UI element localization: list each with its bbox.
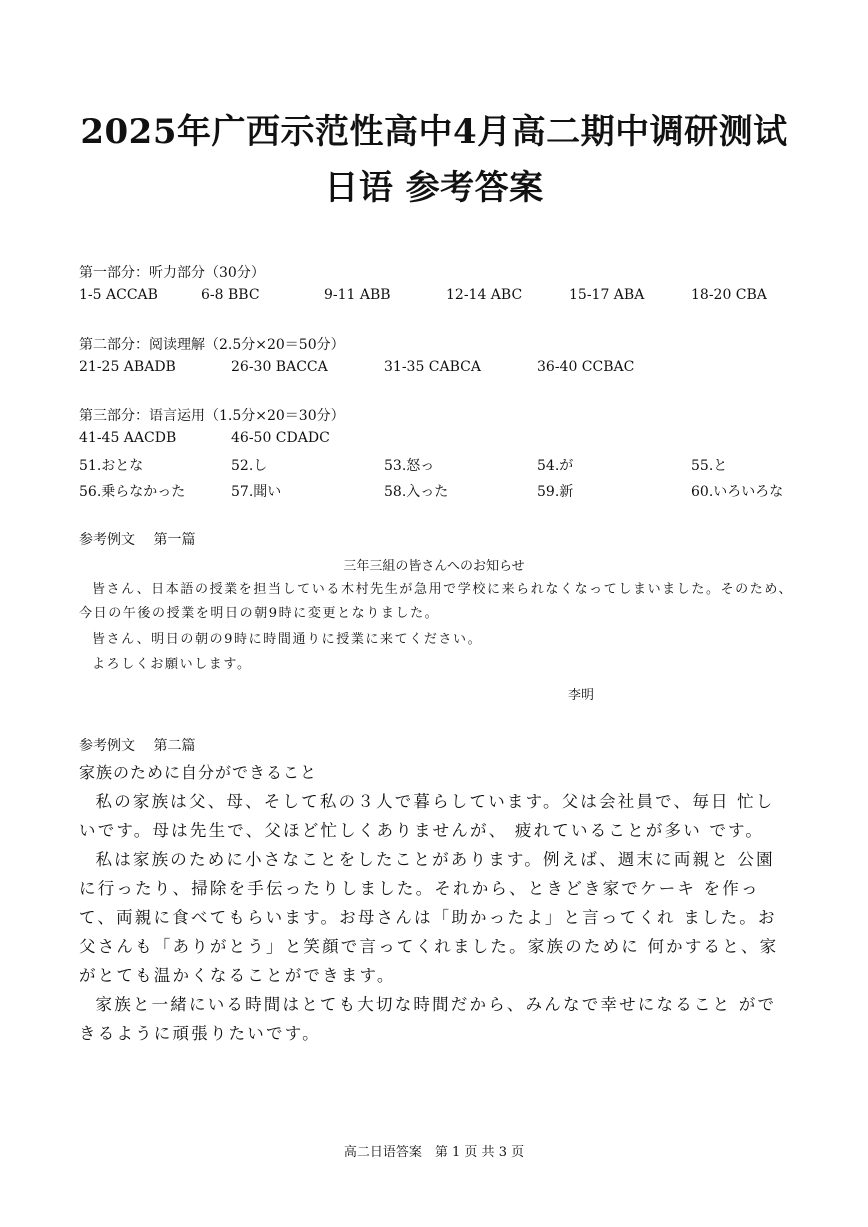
answer-group: 26-30 BACCA [231, 359, 328, 375]
fill-answer: 52.し [231, 458, 268, 474]
sample2-heading: 参考例文 第二篇 [79, 738, 196, 754]
answer-group: 6-8 BBC [201, 287, 260, 303]
part3-fill-row [79, 455, 799, 477]
fill-answer: 60.いろいろな [691, 484, 784, 500]
answer-group: 12-14 ABC [446, 287, 523, 303]
notice-signer: 李明 [568, 688, 595, 703]
part3-heading: 第三部分：语言运用（1.5分×20＝30分） [79, 408, 345, 424]
document-subtitle: 日语 参考答案 [324, 168, 544, 208]
answer-group: 9-11 ABB [324, 287, 391, 303]
essay-title: 家族のために自分ができること [79, 763, 318, 782]
fill-answer: 56.乗らなかった [79, 484, 186, 500]
answer-group: 21-25 ABADB [79, 359, 176, 375]
fill-answer: 59.新 [537, 484, 574, 500]
part2-heading: 第二部分：阅读理解（2.5分×20＝50分） [79, 337, 345, 353]
answer-group: 41-45 AACDB [79, 430, 177, 446]
essay-paragraph: 私は家族のために小さなことをしたことがあります。例えば、週末に両親と 公園に行ったり、掃除を手伝ったりしました。それから、ときどき家でケーキ を作って、両親に食べてもらいます。お母さんは「助かったよ」と言ってくれ ました。お父さんも「ありがとう」と笑顔で言ってくれました。家族のために 何かすると、家がとても温かくなることができます。 [79, 850, 779, 985]
fill-answer: 57.聞い [231, 484, 282, 500]
notice-title: 三年三組の皆さんへのお知らせ [343, 559, 525, 574]
answer-group: 46-50 CDADC [231, 430, 330, 446]
fill-answer: 55.と [691, 458, 728, 474]
answer-group: 1-5 ACCAB [79, 287, 158, 303]
document-title: 2025年广西示范性高中4月高二期中调研测试 [80, 112, 788, 152]
part3-answer-row [79, 430, 799, 452]
notice-paragraph: 皆さん、日本語の授業を担当している木村先生が急用で学校に来られなくなってしまいました。そのため、今日の午後の授業を明日の朝9時に変更となりました。 [79, 582, 794, 621]
answer-group: 36-40 CCBAC [537, 359, 635, 375]
notice-paragraph: よろしくお願いします。 [92, 657, 252, 672]
part2-answer-row [79, 359, 799, 381]
part1-answer-row [79, 287, 799, 309]
answer-group: 18-20 CBA [691, 287, 767, 303]
essay-paragraph: 私の家族は父、母、そして私の３人で暮らしています。父は会社員で、毎日 忙しいです。母は先生で、父ほど忙しくありませんが、 疲れていることが多い です。 [79, 792, 775, 840]
essay-paragraph: 家族と一緒にいる時間はとても大切な時間だから、みんなで幸せになること ができるように頑張りたいです。 [79, 995, 777, 1043]
answer-group: 15-17 ABA [569, 287, 645, 303]
page-footer: 高二日语答案 第 1 页 共 3 页 [343, 1145, 525, 1160]
notice-paragraph: 皆さん、明日の朝の9時に時間通りに授業に来てください。 [92, 632, 483, 647]
fill-answer: 53.怒っ [384, 458, 435, 474]
part3-fill-row [79, 481, 799, 503]
fill-answer: 58.入った [384, 484, 449, 500]
answer-group: 31-35 CABCA [384, 359, 482, 375]
sample1-heading: 参考例文 第一篇 [79, 532, 196, 548]
fill-answer: 54.が [537, 458, 574, 474]
part1-heading: 第一部分：听力部分（30分） [79, 265, 265, 281]
fill-answer: 51.おとな [79, 458, 144, 474]
